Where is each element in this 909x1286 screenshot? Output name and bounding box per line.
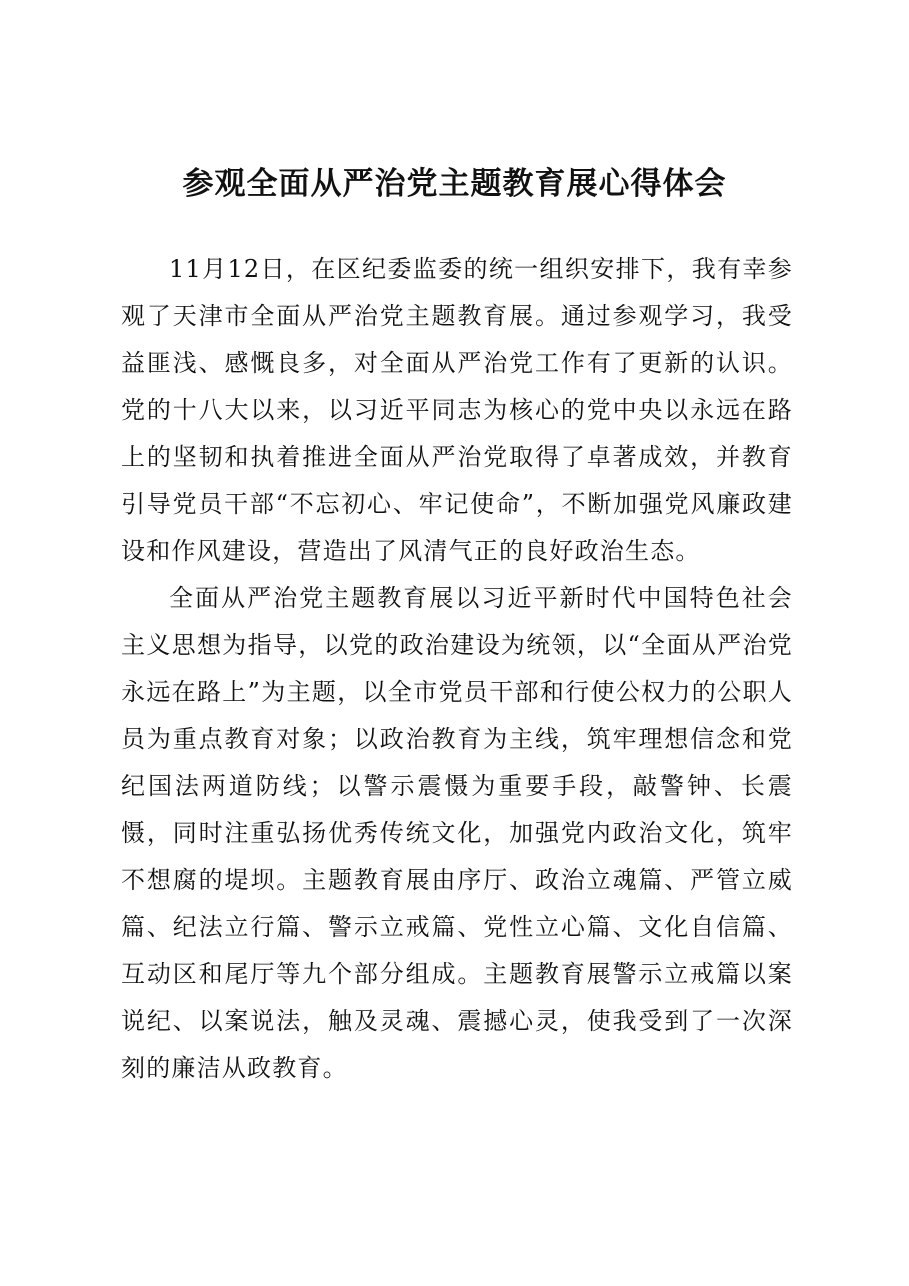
paragraph-2: 全面从严治党主题教育展以习近平新时代中国特色社会主义思想为指导，以党的政治建设为统领，以“全面从严治党永远在路上”为主题，以全市党员干部和行使公权力的公职人员为重点教育对象；以政治教育为主线，筑牢理想信念和党纪国法两道防线；以警示震慑为重要手段，敲警钟、长震慑，同时注重弘扬优秀传统文化，加强党内政治文化，筑牢不想腐的堤坝。主题教育展由序厅、政治立魂篇、严管立威篇、纪法立行篇、警示立戒篇、党性立心篇、文化自信篇、互动区和尾厅等九个部分组成。主题教育展警示立戒篇以案说纪、以案说法，触及灵魂、震撼心灵，使我受到了一次深刻的廉洁从政教育。 bbox=[121, 584, 793, 1082]
paragraph-1: 11月12日，在区纪委监委的统一组织安排下，我有幸参观了天津市全面从严治党主题教育展。通过参观学习，我受益匪浅、感慨良多，对全面从严治党工作有了更新的认识。党的十八大以来，以习近平同志为核心的党中央以永远在路上的坚韧和执着推进全面从严治党取得了卓著成效，并教育引导党员干部“不忘初心、牢记使命”，不断加强党风廉政建设和作风建设，营造出了风清气正的良好政治生态。 bbox=[121, 255, 793, 565]
document-body bbox=[121, 246, 793, 1092]
document-title: 参观全面从严治党主题教育展心得体会 bbox=[182, 166, 727, 202]
